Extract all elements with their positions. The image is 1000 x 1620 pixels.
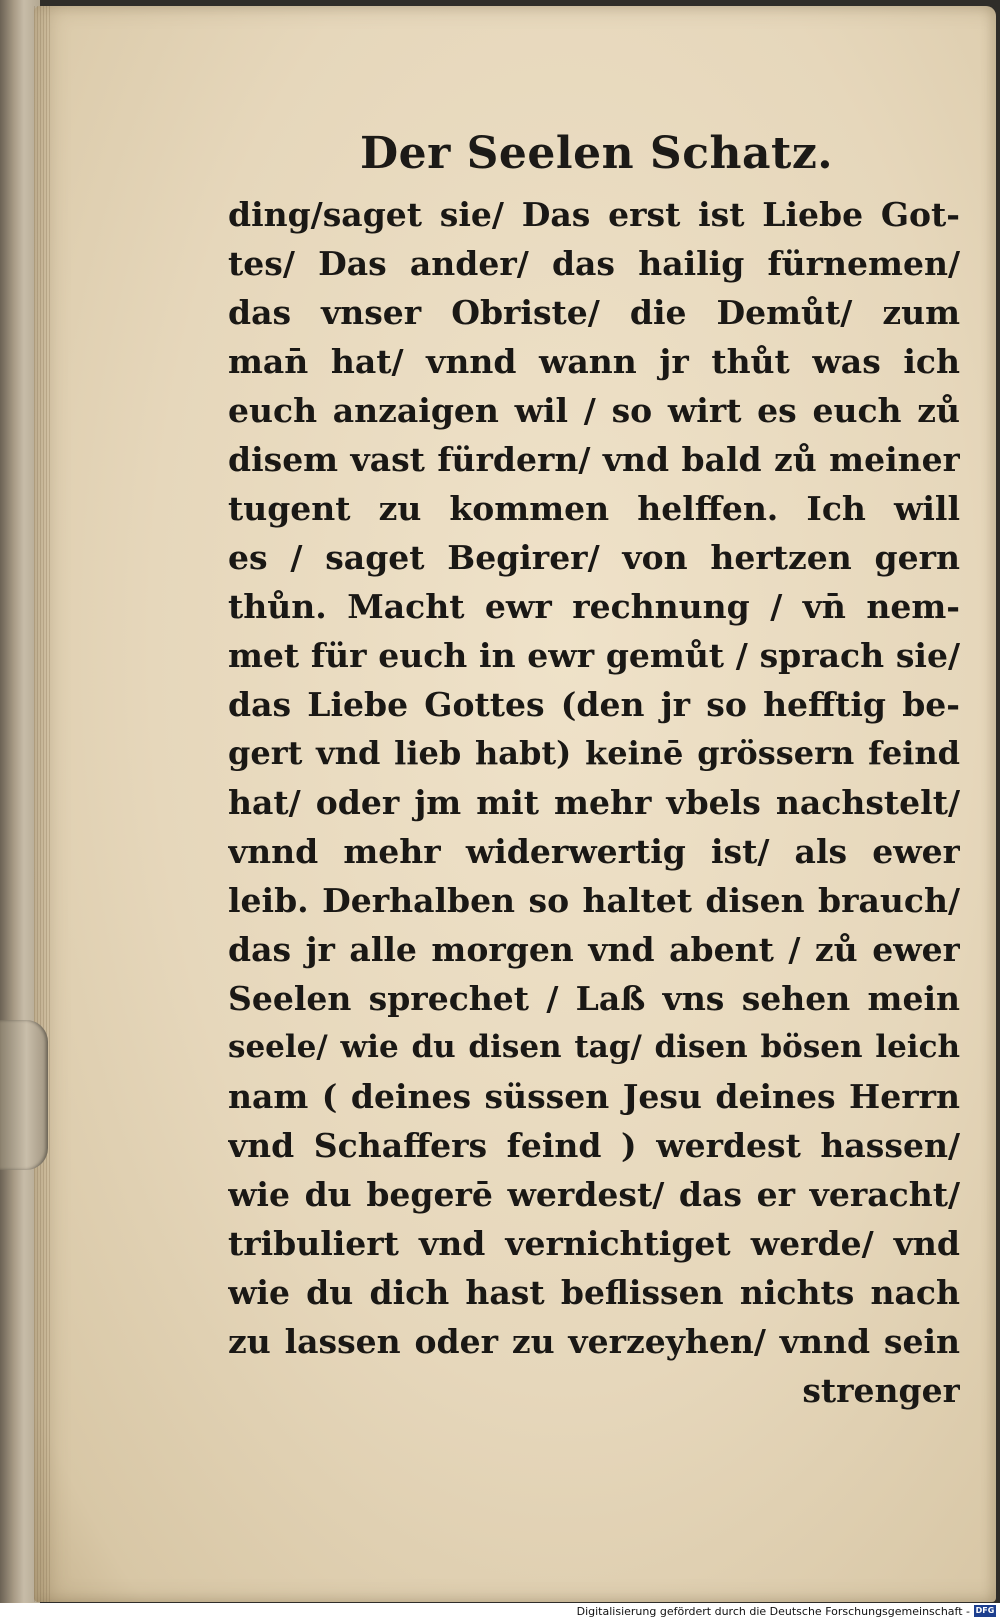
text-line: zu lassen oder zu verzeyhen/ vnnd sein [228, 1322, 960, 1361]
text-line: es / saget Begirer/ von hertzen gern [228, 538, 960, 577]
text-line: thůn. Macht ewr rechnung / vn̄ nem- [228, 587, 960, 626]
digitization-credit: Digitalisierung gefördert durch die Deutsche Forschungsgemeinschaft - [576, 1605, 970, 1618]
text-line: vnnd mehr widerwertig ist/ als ewer [228, 832, 960, 871]
text-line: das jr alle morgen vnd abent / zů ewer [228, 930, 960, 969]
text-line: tugent zu kommen helffen. Ich will [228, 489, 960, 528]
running-head: Der Seelen Schatz. [360, 128, 834, 179]
text-line: das vnser Obriste/ die Demůt/ zum [228, 293, 960, 332]
text-line: seele/ wie du disen tag/ disen bösen leich [228, 1029, 960, 1065]
page-edge-texture [34, 6, 52, 1602]
text-line: wie du dich hast beflissen nichts nach [228, 1273, 960, 1312]
text-line: tribuliert vnd vernichtiget werde/ vnd [228, 1224, 960, 1263]
text-line: gert vnd lieb habt) keinē grössern feind [228, 734, 960, 772]
text-line: vnd Schaffers feind ) werdest hassen/ [228, 1126, 960, 1165]
text-line: das Liebe Gottes (den jr so hefftig be- [228, 685, 960, 724]
dfg-logo-icon: DFG [975, 1606, 995, 1615]
text-line: ding/saget sie/ Das erst ist Liebe Got- [228, 195, 960, 234]
book-clasp [0, 1020, 48, 1170]
text-line: tes/ Das ander/ das hailig fürnemen/ [228, 244, 960, 283]
text-line: nam ( deines süssen Jesu deines Herrn [228, 1077, 960, 1116]
text-line: disem vast fürdern/ vnd bald zů meiner [228, 440, 960, 479]
text-line: hat/ oder jm mit mehr vbels nachstelt/ [228, 783, 960, 822]
body-text [228, 190, 960, 1415]
text-line: Seelen sprechet / Laß vns sehen mein [228, 979, 960, 1018]
text-line: euch anzaigen wil / so wirt es euch zů [228, 391, 960, 430]
catchword: strenger [802, 1371, 960, 1410]
text-line: wie du begerē werdest/ das er veracht/ [228, 1175, 960, 1214]
text-line: man̄ hat/ vnnd wann jr thůt was ich [228, 342, 960, 381]
text-line: met für euch in ewr gemůt / sprach sie/ [228, 636, 960, 675]
text-line: leib. Derhalben so haltet disen brauch/ [228, 881, 960, 920]
